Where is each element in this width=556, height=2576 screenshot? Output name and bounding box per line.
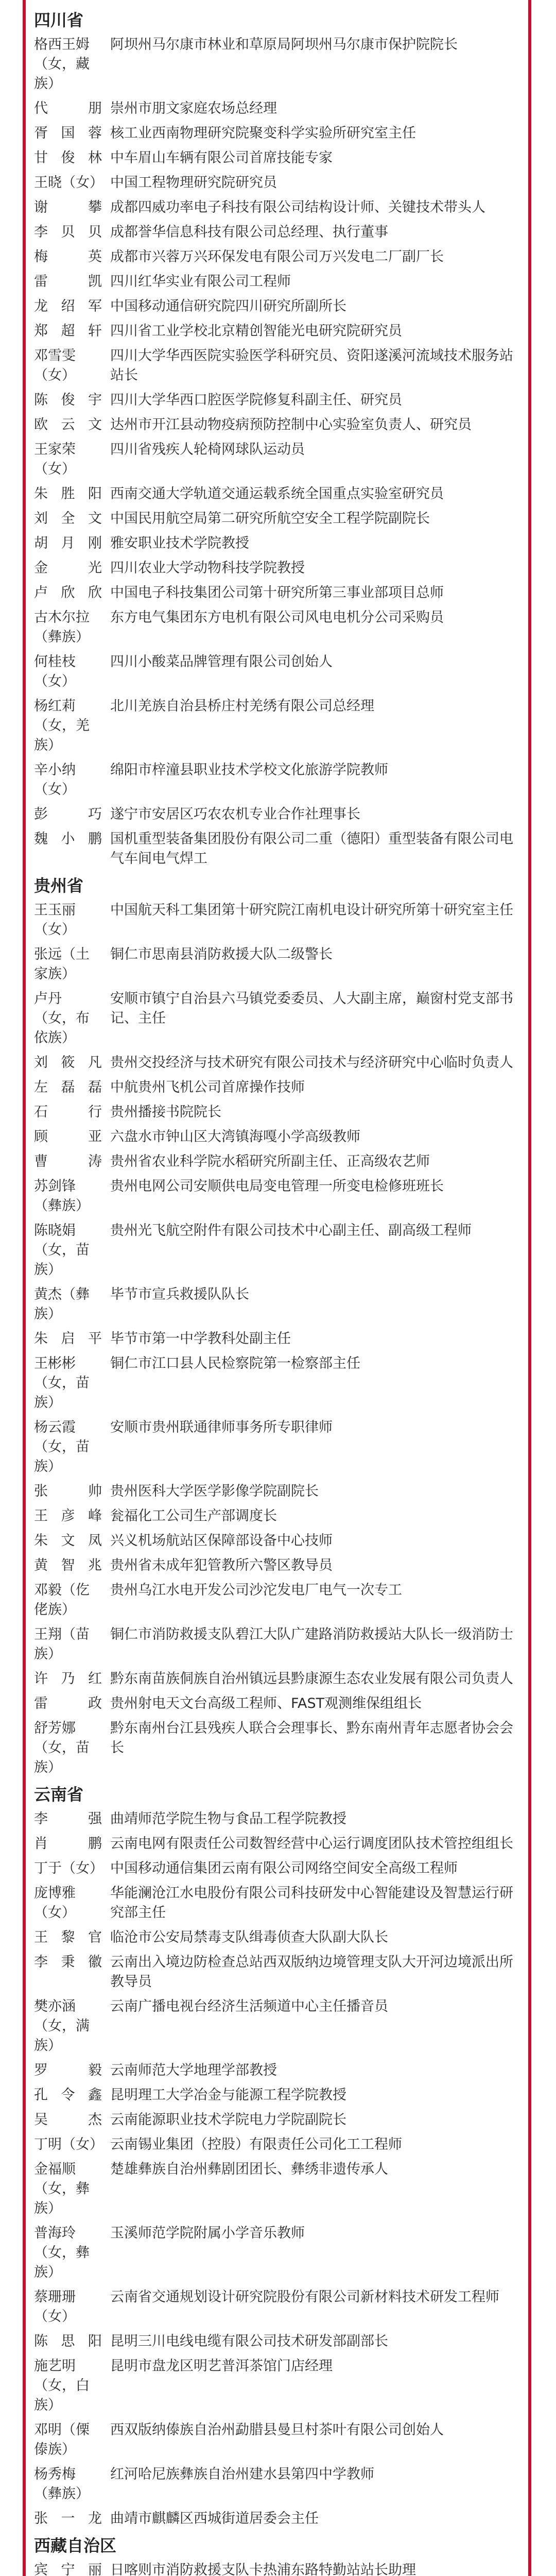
person-title: 中国移动通信集团云南有限公司网络空间安全高级工程师 <box>110 1860 458 1876</box>
person-title: 四川大学华西口腔医学院修复科副主任、研究员 <box>110 392 402 408</box>
person-row <box>34 1078 520 1097</box>
person-title: 贵州电网公司安顺供电局变电管理一所变电检修班班长 <box>110 1178 444 1194</box>
person-name: 谢攀 <box>34 199 102 215</box>
person-row <box>34 2135 520 2155</box>
person-row <box>34 2465 520 2504</box>
person-title: 安顺市镇宁自治县六马镇党委委员、人大副主席，巅窗村党支部书记、主任 <box>110 991 513 1026</box>
person-row <box>34 1884 520 1923</box>
person-title: 玉溪师范学院附属小学音乐教师 <box>110 2225 305 2241</box>
person-title: 中国工程物理研究院研究员 <box>110 175 277 191</box>
person-row <box>34 697 520 755</box>
person-title: 贵州乌江水电开发公司沙沱发电厂电气一次专工 <box>110 1582 402 1598</box>
person-row <box>34 2110 520 2130</box>
person-name: 李强 <box>34 1811 102 1827</box>
person-name: 朱启平 <box>34 1331 102 1347</box>
person-row <box>34 652 520 691</box>
person-name: 陈俊宇 <box>34 392 102 408</box>
person-name: 吴杰 <box>34 2112 102 2128</box>
person-name: 张远（土家族） <box>34 946 90 982</box>
person-name: 石行 <box>34 1104 102 1120</box>
person-title: 西双版纳傣族自治州勐腊县曼旦村茶叶有限公司创始人 <box>110 2422 444 2438</box>
person-title: 四川大学华西医院实验医学科研究员、资阳遂溪河流域技术服务站站长 <box>110 348 513 383</box>
person-name: 甘俊林 <box>34 150 102 166</box>
person-name: 王家荣（女） <box>34 442 76 477</box>
person-title: 日喀则市消防救援支队卡热浦东路特勤站站长助理 <box>110 2562 416 2576</box>
person-name: 龙绍军 <box>34 298 102 314</box>
person-row <box>34 35 520 94</box>
province-heading: 四川省 <box>34 10 84 30</box>
person-name: 魏小鹏 <box>34 831 102 847</box>
person-title: 成都四威功率电子科技有限公司结构设计师、关键技术带头人 <box>110 199 485 215</box>
person-title: 国机重型装备集团股份有限公司二重（德阳）重型装备有限公司电气车间电气焊工 <box>110 831 513 867</box>
person-row <box>34 484 520 504</box>
person-name: 格西王姆（女，藏族） <box>34 37 90 92</box>
person-title: 四川小酸菜品牌管理有限公司创始人 <box>110 654 333 670</box>
person-row <box>34 2561 520 2576</box>
person-name: 曹涛 <box>34 1154 102 1170</box>
person-title: 铜仁市思南县消防救援大队二级警长 <box>110 946 333 962</box>
person-name: 丁明（女） <box>34 2137 103 2153</box>
person-name: 邓雪雯（女） <box>34 348 76 383</box>
person-row <box>34 198 520 217</box>
person-name: 苏剑锋（彝族） <box>34 1178 90 1214</box>
person-title: 云南广播电视台经济生活频道中心主任播音员 <box>110 1998 388 2014</box>
person-row <box>34 1694 520 1714</box>
person-title: 贵州交投经济与技术研究有限公司技术与经济研究中心临时负责人 <box>110 1055 513 1071</box>
person-name: 古木尔拉（彝族） <box>34 609 90 645</box>
person-name: 邓明（傈傣族） <box>34 2422 90 2458</box>
person-name: 金福顺（女，彝族） <box>34 2161 90 2216</box>
person-name: 许乃红 <box>34 1671 102 1687</box>
person-name: 孔令鑫 <box>34 2087 102 2103</box>
person-name: 张一龙 <box>34 2511 102 2527</box>
person-title: 云南能源职业技术学院电力学院副院长 <box>110 2112 346 2128</box>
person-name: 肖鹏 <box>34 1836 102 1852</box>
person-row <box>34 1953 520 1992</box>
person-name: 顾亚 <box>34 1129 102 1145</box>
person-row <box>34 99 520 118</box>
person-title: 黔东南苗族侗族自治州镇远县黔康源生态农业发展有限公司负责人 <box>110 1671 513 1687</box>
person-row <box>34 1127 520 1147</box>
person-name: 普海玲（女，彝族） <box>34 2225 90 2280</box>
person-row <box>34 901 520 940</box>
person-title: 兴义机场航站区保障部设备中心技师 <box>110 1533 333 1549</box>
person-row <box>34 1809 520 1829</box>
person-row <box>34 608 520 647</box>
person-title: 成都市兴蓉万兴环保发电有限公司万兴发电二厂副厂长 <box>110 249 444 265</box>
province-heading: 贵州省 <box>34 876 84 895</box>
person-name: 郑超轩 <box>34 323 102 339</box>
person-row <box>34 2332 520 2351</box>
person-name: 王黎官 <box>34 1929 102 1945</box>
person-row <box>34 1669 520 1689</box>
person-row <box>34 1152 520 1172</box>
person-name: 邓毅（仡佬族） <box>34 1582 90 1618</box>
person-row <box>34 1482 520 1501</box>
person-name: 庞博雅（女） <box>34 1885 76 1921</box>
person-title: 云南师范大学地理学部教授 <box>110 2062 277 2078</box>
person-title: 云南省交通规划设计研究院股份有限公司新材料技术研发工程师 <box>110 2289 499 2305</box>
person-name: 朱胜阳 <box>34 486 102 502</box>
person-name: 胡月刚 <box>34 535 102 551</box>
person-name: 雷政 <box>34 1696 102 1711</box>
person-row <box>34 391 520 410</box>
person-row <box>34 1859 520 1878</box>
person-name: 彭巧 <box>34 806 102 822</box>
province-section <box>34 8 520 869</box>
person-name: 杨秀梅（彝族） <box>34 2466 90 2502</box>
person-name: 李贝贝 <box>34 224 102 240</box>
person-name: 辛小纳（女） <box>34 762 76 798</box>
person-row <box>34 2357 520 2415</box>
person-name: 罗毅 <box>34 2062 102 2078</box>
person-title: 中国电子科技集团公司第十研究所第三事业部项目总师 <box>110 585 444 601</box>
person-name: 梅英 <box>34 249 102 265</box>
person-title: 四川红华实业有限公司工程师 <box>110 274 291 290</box>
person-name: 雷凯 <box>34 274 102 290</box>
person-title: 黔东南州台江县残疾人联合会理事长、黔东南州青年志愿者协会会长 <box>110 1720 513 1756</box>
person-title: 云南出入境边防检查总站西双版纳边境管理支队大开河边境派出所教导员 <box>110 1954 513 1990</box>
person-row <box>34 415 520 435</box>
person-title: 东方电气集团东方电机有限公司风电电机分公司采购员 <box>110 609 444 625</box>
person-row <box>34 1103 520 1122</box>
person-name: 金光 <box>34 560 102 576</box>
person-title: 中航贵州飞机公司首席操作技师 <box>110 1079 305 1095</box>
person-name: 蔡珊珊（女） <box>34 2289 76 2325</box>
person-title: 四川省残疾人轮椅网球队运动员 <box>110 442 305 457</box>
person-title: 雅安职业技术学院教授 <box>110 535 249 551</box>
person-title: 云南电网有限责任公司数智经营中心运行调度团队技术管控组组长 <box>110 1836 513 1852</box>
person-title: 达州市开江县动物疫病预防控制中心实验室负责人、研究员 <box>110 417 472 433</box>
person-row <box>34 2086 520 2105</box>
person-row <box>34 2224 520 2282</box>
person-name: 王彦峰 <box>34 1508 102 1524</box>
person-row <box>34 2420 520 2460</box>
person-title: 毕节市第一中学教科处副主任 <box>110 1331 291 1347</box>
person-row <box>34 989 520 1048</box>
person-row <box>34 272 520 292</box>
person-title: 华能澜沧江水电股份有限公司科技研发中心智能建设及智慧运行研究部主任 <box>110 1885 513 1921</box>
person-row <box>34 558 520 578</box>
person-title: 铜仁市消防救援支队碧江大队广建路消防救援站大队长一级消防士 <box>110 1626 513 1642</box>
person-row <box>34 440 520 479</box>
person-row <box>34 1928 520 1947</box>
person-row <box>34 805 520 824</box>
person-row <box>34 583 520 603</box>
person-name: 卢欣欣 <box>34 585 102 601</box>
person-row <box>34 2509 520 2529</box>
person-title: 昆明市盘龙区明艺普洱茶馆门店经理 <box>110 2358 333 2374</box>
person-name: 黄杰（彝族） <box>34 1286 90 1322</box>
person-row <box>34 1418 520 1477</box>
person-name: 李秉徽 <box>34 1954 102 1970</box>
person-title: 贵州射电天文台高级工程师、FAST观测维保组组长 <box>110 1696 422 1711</box>
person-title: 云南锡业集团（控股）有限责任公司化工工程师 <box>110 2137 402 2153</box>
person-row <box>34 1221 520 1280</box>
person-row <box>34 124 520 143</box>
person-title: 曲靖师范学院生物与食品工程学院教授 <box>110 1811 346 1827</box>
person-row <box>34 2160 520 2218</box>
person-row <box>34 760 520 800</box>
person-row <box>34 1581 520 1620</box>
person-title: 贵州播接书院院长 <box>110 1104 221 1120</box>
person-row <box>34 346 520 385</box>
person-row <box>34 534 520 553</box>
person-name: 左磊磊 <box>34 1079 102 1095</box>
person-row <box>34 1719 520 1777</box>
person-name: 卢丹（女，布依族） <box>34 991 90 1046</box>
person-title: 中国民用航空局第二研究所航空安全工程学院副院长 <box>110 511 430 527</box>
person-name: 胥国蓉 <box>34 125 102 141</box>
person-name: 王玉丽（女） <box>34 902 76 938</box>
person-name: 张帅 <box>34 1483 102 1499</box>
province-section <box>34 1783 520 2529</box>
person-title: 北川羌族自治县桥庄村羌绣有限公司总经理 <box>110 698 374 714</box>
person-title: 西南交通大学轨道交通运载系统全国重点实验室研究员 <box>110 486 444 502</box>
person-row <box>34 829 520 869</box>
person-name: 舒芳娜（女，苗族） <box>34 1720 90 1775</box>
person-title: 贵州医科大学医学影像学院副院长 <box>110 1483 319 1499</box>
person-row <box>34 173 520 193</box>
person-title: 阿坝州马尔康市林业和草原局阿坝州马尔康市保护院院长 <box>110 37 458 53</box>
person-row <box>34 2287 520 2327</box>
person-name: 刘全文 <box>34 511 102 527</box>
person-title: 贵州省未成年犯管教所六警区教导员 <box>110 1557 333 1573</box>
province-section <box>34 2534 520 2576</box>
person-row <box>34 1997 520 2056</box>
person-title: 瓮福化工公司生产部调度长 <box>110 1508 277 1524</box>
person-row <box>34 321 520 341</box>
person-title: 中车眉山车辆有限公司首席技能专家 <box>110 150 333 166</box>
person-row <box>34 247 520 267</box>
person-row <box>34 1285 520 1324</box>
person-name: 陈思阳 <box>34 2333 102 2349</box>
person-title: 毕节市宣兵救援队队长 <box>110 1286 249 1302</box>
name-list-document <box>34 0 520 2576</box>
person-name: 陈晓娟（女，苗族） <box>34 1223 90 1278</box>
person-row <box>34 1329 520 1349</box>
person-row <box>34 223 520 242</box>
person-title: 曲靖市麒麟区西城街道居委会主任 <box>110 2511 319 2527</box>
person-title: 崇州市朋文家庭农场总经理 <box>110 100 277 116</box>
person-title: 绵阳市梓潼县职业技术学校文化旅游学院教师 <box>110 762 388 778</box>
person-title: 成都誉华信息科技有限公司总经理、执行董事 <box>110 224 388 240</box>
person-name: 杨红莉（女，羌族） <box>34 698 90 753</box>
person-row <box>34 945 520 984</box>
person-name: 何桂枝（女） <box>34 654 76 689</box>
person-title: 遂宁市安居区巧农农机专业合作社理事长 <box>110 806 360 822</box>
person-title: 昆明理工大学冶金与能源工程学院教授 <box>110 2087 346 2103</box>
person-row <box>34 1506 520 1526</box>
person-title: 安顺市贵州联通律师事务所专职律师 <box>110 1419 333 1435</box>
person-name: 王彬彬（女，苗族） <box>34 1355 90 1411</box>
person-title: 六盘水市钟山区大湾镇海嘎小学高级教师 <box>110 1129 360 1145</box>
person-name: 刘筱凡 <box>34 1055 102 1071</box>
person-title: 楚雄彝族自治州彝剧团团长、彝绣非遗传承人 <box>110 2161 388 2177</box>
person-row <box>34 1531 520 1551</box>
person-title: 临沧市公安局禁毒支队缉毒侦查大队副大队长 <box>110 1929 388 1945</box>
person-row <box>34 1834 520 1854</box>
person-name: 欧云文 <box>34 417 102 433</box>
person-name: 樊亦涵（女，满族） <box>34 1998 90 2054</box>
person-row <box>34 1053 520 1073</box>
person-name: 王晓（女） <box>34 175 103 191</box>
person-row <box>34 1556 520 1575</box>
person-title: 贵州光飞航空附件有限公司技术中心副主任、副高级工程师 <box>110 1223 472 1239</box>
person-title: 贵州省农业科学院水稻研究所副主任、正高级农艺师 <box>110 1154 430 1170</box>
person-row <box>34 297 520 316</box>
person-row <box>34 148 520 168</box>
person-title: 红河哈尼族彝族自治州建水县第四中学教师 <box>110 2466 374 2482</box>
person-title: 铜仁市江口县人民检察院第一检察部主任 <box>110 1355 360 1371</box>
person-row <box>34 509 520 529</box>
person-row <box>34 1354 520 1413</box>
province-section <box>34 874 520 1777</box>
person-title: 四川农业大学动物科技学院教授 <box>110 560 305 576</box>
person-name: 杨云霞（女，苗族） <box>34 1419 90 1475</box>
person-name: 黄智兆 <box>34 1557 102 1573</box>
province-heading: 云南省 <box>34 1785 84 1804</box>
person-title: 中国航天科工集团第十研究院江南机电设计研究所第十研究室主任 <box>110 902 513 918</box>
person-title: 昆明三川电线电缆有限公司技术研发部副部长 <box>110 2333 388 2349</box>
person-row <box>34 2061 520 2080</box>
person-name: 宾宁丽 <box>34 2562 102 2576</box>
person-name: 王翔（苗族） <box>34 1626 90 1662</box>
person-name: 丁于（女） <box>34 1860 103 1876</box>
person-title: 中国移动通信研究院四川研究所副所长 <box>110 298 346 314</box>
province-heading: 西藏自治区 <box>34 2536 117 2555</box>
person-row <box>34 1625 520 1664</box>
person-title: 核工业西南物理研究院聚变科学实验所研究室主任 <box>110 125 416 141</box>
person-name: 施艺明（女，白族） <box>34 2358 90 2413</box>
person-name: 代朋 <box>34 100 102 116</box>
person-name: 朱文凤 <box>34 1533 102 1549</box>
person-title: 四川省工业学校北京精创智能光电研究院研究员 <box>110 323 402 339</box>
person-row <box>34 1177 520 1216</box>
